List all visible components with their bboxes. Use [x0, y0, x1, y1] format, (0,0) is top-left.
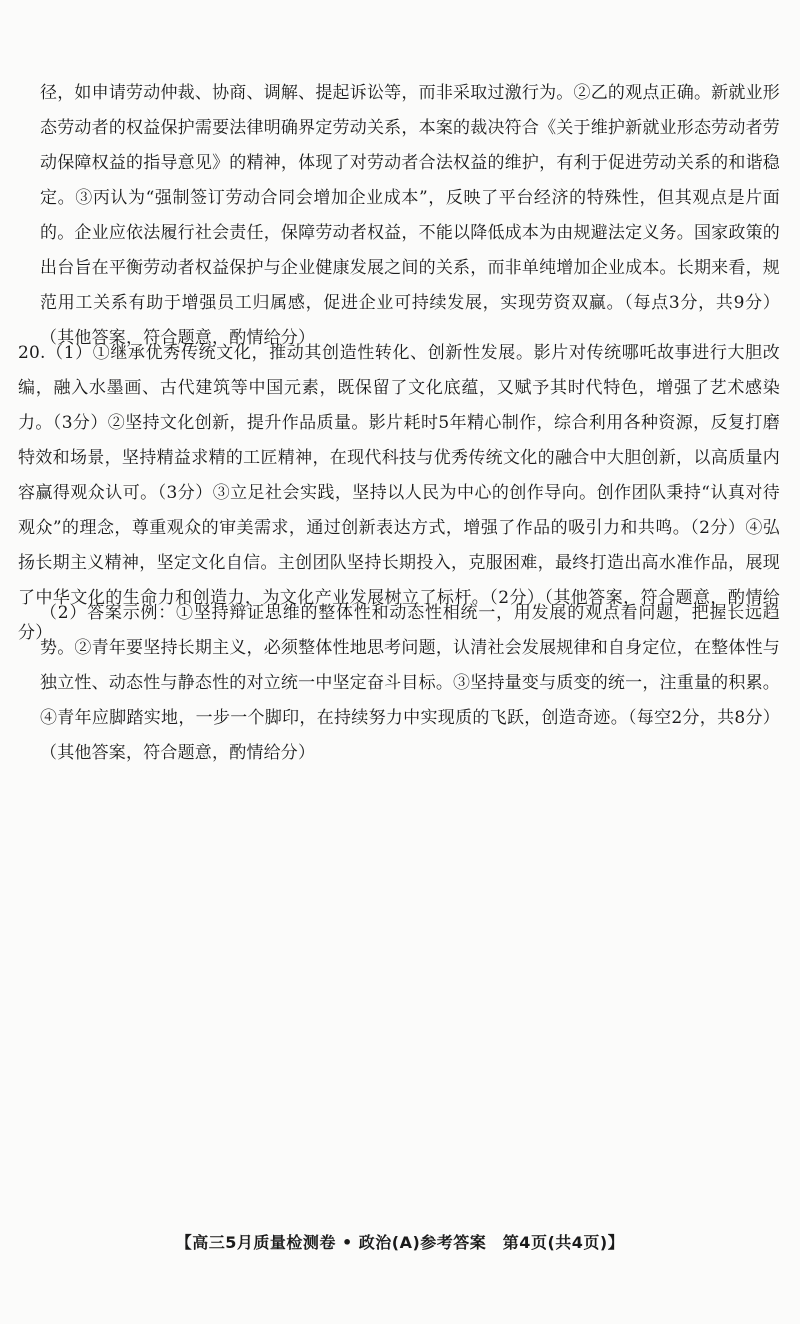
- answer-question-20-part-2: （2）答案示例：①坚持辩证思维的整体性和动态性相统一，用发展的观点看问题，把握长远趋势。②青年要坚持长期主义，必须整体性地思考问题，认清社会发展规律和自身定位，在整体性与独立性、动态性与静态性的对立统一中坚定奋斗目标。③坚持量变与质变的统一，注重量的积累。④青年应脚踏实地，一步一个脚印，在持续努力中实现质的飞跃，创造奇迹。（每空2分，共8分）（其他答案，符合题意，酌情给分）: [40, 603, 780, 763]
- answer-question-20-part-1: 20.（1）①继承优秀传统文化，推动其创造性转化、创新性发展。影片对传统哪吒故事进行大胆改编，融入水墨画、古代建筑等中国元素，既保留了文化底蕴，又赋予其时代特色，增强了艺术感染力。（3分）②坚持文化创新，提升作品质量。影片耗时5年精心制作，综合利用各种资源，反复打磨特效和场景，坚持精益求精的工匠精神，在现代科技与优秀传统文化的融合中大胆创新，以高质量内容赢得观众认可。（3分）③立足社会实践，坚持以人民为中心的创作导向。创作团队秉持“认真对待观众”的理念，尊重观众的审美需求，通过创新表达方式，增强了作品的吸引力和共鸣。（2分）④弘扬长期主义精神，坚定文化自信。主创团队坚持长期投入，克服困难，最终打造出高水准作品，展现了中华文化的生命力和创造力，为文化产业发展树立了标杆。（2分）（其他答案，符合题意，酌情给分）: [18, 343, 780, 643]
- page-footer: 【高三5月质量检测卷 • 政治(A)参考答案 第4页(共4页)】: [175, 1233, 625, 1252]
- answer-paragraph-continuation: 径，如申请劳动仲裁、协商、调解、提起诉讼等，而非采取过激行为。②乙的观点正确。新就业形态劳动者的权益保护需要法律明确界定劳动关系，本案的裁决符合《关于维护新就业形态劳动者劳动保障权益的指导意见》的精神，体现了对劳动者合法权益的维护，有利于促进劳动关系的和谐稳定。③丙认为“强制签订劳动合同会增加企业成本”，反映了平台经济的特殊性，但其观点是片面的。企业应依法履行社会责任，保障劳动者权益，不能以降低成本为由规避法定义务。国家政策的出台旨在平衡劳动者权益保护与企业健康发展之间的关系，而非单纯增加企业成本。长期来看，规范用工关系有助于增强员工归属感，促进企业可持续发展，实现劳资双赢。（每点3分，共9分）（其他答案，符合题意，酌情给分）: [40, 83, 780, 348]
